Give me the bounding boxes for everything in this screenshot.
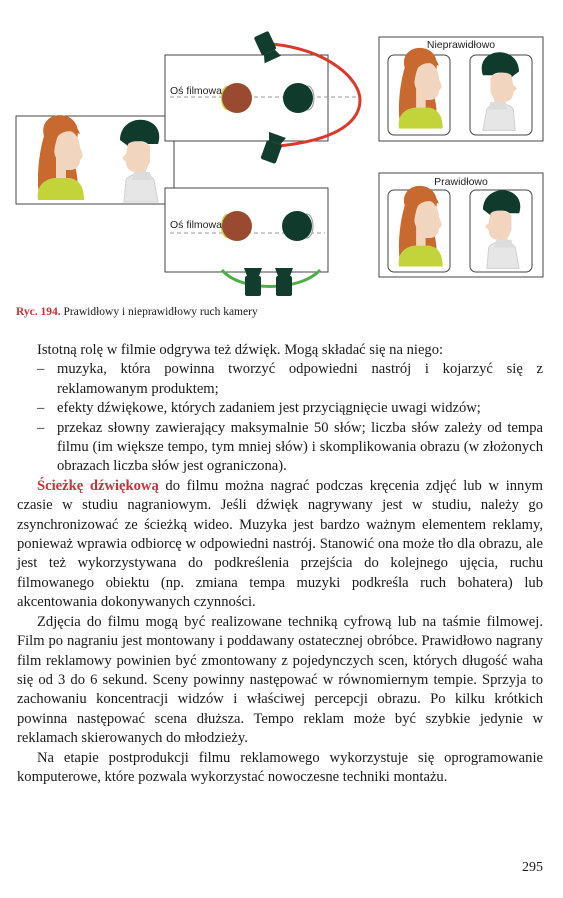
page-number: 295 [522, 860, 543, 875]
soundtrack-term: Ścieżkę dźwiękową [37, 477, 159, 494]
sound-list [17, 360, 543, 476]
camera-movement-figure [0, 0, 563, 300]
axis-label-top: Oś filmowa [170, 85, 222, 97]
list-item: – efekty dźwiękowe, których zadaniem jest przyciągnięcie uwagi widzów; [17, 399, 543, 418]
filming-paragraph: Zdjęcia do filmu mogą być realizowane techniką cyfrową lub na taśmie filmowej. Film po nagraniu jest montowany i poddawany ostatecznej obróbce. Prawidłowo nagrany film reklamowy powinien być zmontowany z pojedynczych scen, których długość waha się od 3 do 6 sekund. Sceny powinny następować w równomiernym tempie. Sprzyja to zachowaniu koncentracji widzów i właściwej percepcji obrazu. Po kilku krótkich powinna następować scena dłuższa. Tempo reklam może być szybkie jedynie w reklamach skierowanych do młodzieży. [17, 613, 543, 747]
soundtrack-paragraph: Ścieżkę dźwiękową do filmu można nagrać podczas kręcenia zdjęć lub w innym czasie w studiu nagraniowym. Jeśli dźwięk nagrywany jest w studiu, należy go zsynchronizować ze ścieżką wideo. Muzyka jest bardzo ważnym elementem reklamy, ponieważ wprawia odbiorcę w odpowiedni nastrój. Stanowić ona może tło dla obrazu, ale jest też wykorzystywana do podkreślenia przejścia do kolejnego ujęcia, ruchu filmowanego obiektu (np. zmiana tempa muzyki podkreśla ruch bohatera) lub akcentowania dokonywanych czynności. [17, 477, 543, 611]
list-item: – muzyka, która powinna tworzyć odpowiedni nastrój i kojarzyć się z reklamowanym produktem; [37, 361, 543, 397]
wrong-label: Nieprawidłowo [426, 39, 496, 51]
figure-caption [16, 306, 258, 318]
axis-label-bottom: Oś filmowa [170, 219, 222, 231]
intro-paragraph: Istotną rolę w filmie odgrywa też dźwięk. Mogą składać się na niego: [37, 342, 444, 358]
caption-number: Ryc. 194. [16, 306, 61, 318]
list-dash: – [37, 419, 45, 436]
list-item: – przekaz słowny zawierający maksymalnie 50 słów; liczba słów zależy od tempa filmu (im większe tempo, tym mniej słów) i skomplikowania obrazu (w złożonych obrazach liczba słów jest ograniczona). [37, 419, 543, 475]
list-dash: – [37, 400, 45, 417]
postproduction-paragraph: Na etapie postprodukcji filmu reklamowego wykorzystuje się oprogramowanie komputerowe, które pozwala wykorzystać nowoczesne techniki montażu. [17, 749, 543, 785]
caption-text: Prawidłowy i nieprawidłowy ruch kamery [63, 306, 258, 318]
list-dash: – [37, 361, 45, 378]
body-text [17, 341, 543, 787]
right-label: Prawidłowo [434, 176, 488, 188]
